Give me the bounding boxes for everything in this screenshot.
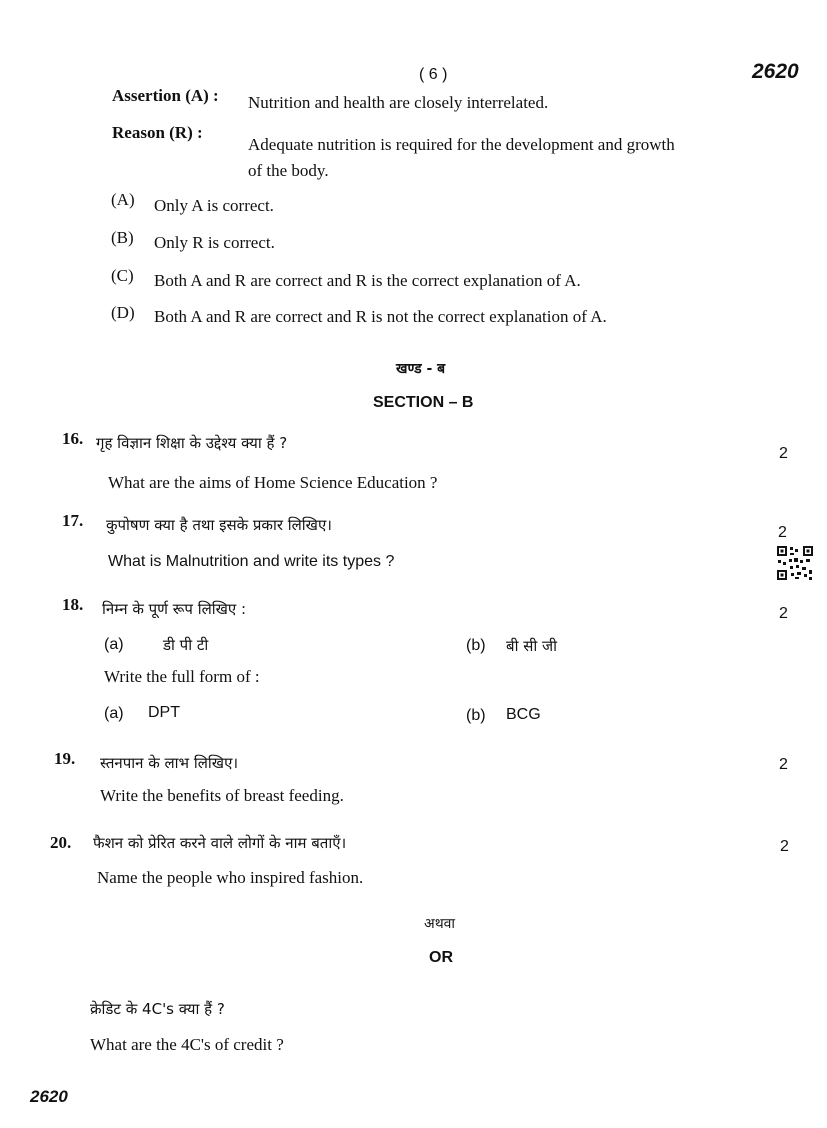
section-heading: SECTION – B xyxy=(373,394,474,411)
paper-code-footer: 2620 xyxy=(30,1087,68,1106)
option-text: Only R is correct. xyxy=(154,233,275,252)
qr-code xyxy=(776,545,814,581)
alt-question-english: What are the 4C's of credit ? xyxy=(90,1035,284,1054)
question-marks: 2 xyxy=(779,756,788,773)
option-b-english: BCG xyxy=(506,706,541,723)
question-hindi: गृह विज्ञान शिक्षा के उद्देश्य क्या हैं ? xyxy=(96,434,288,452)
question-hindi: फैशन को प्रेरित करने वाले लोगों के नाम बताएँ। xyxy=(93,834,347,852)
question-english: What are the aims of Home Science Education ? xyxy=(108,473,438,492)
option-letter: (D) xyxy=(111,303,135,322)
question-number: 18. xyxy=(62,595,84,614)
option-text: Only A is correct. xyxy=(154,196,274,215)
option-letter: (B) xyxy=(111,228,134,247)
question-english: Write the benefits of breast feeding. xyxy=(100,786,344,805)
question-hindi: कुपोषण क्या है तथा इसके प्रकार लिखिए। xyxy=(106,516,332,534)
reason-label: Reason (R) : xyxy=(112,123,203,142)
or-label: OR xyxy=(429,949,453,966)
option-b-label: (b) xyxy=(466,707,486,724)
question-hindi: निम्न के पूर्ण रूप लिखिए : xyxy=(102,600,247,618)
page-number: ( 6 ) xyxy=(419,66,448,83)
assertion-label: Assertion (A) : xyxy=(112,86,219,105)
question-hindi: स्तनपान के लाभ लिखिए। xyxy=(100,754,239,772)
question-number: 20. xyxy=(50,833,72,852)
section-heading-hindi: खण्ड - ब xyxy=(396,361,446,377)
question-number: 17. xyxy=(62,511,84,530)
question-english: Name the people who inspired fashion. xyxy=(97,868,364,887)
question-number: 19. xyxy=(54,749,76,768)
option-letter: (C) xyxy=(111,266,134,285)
option-text: Both A and R are correct and R is not the correct explanation of A. xyxy=(154,307,607,326)
reason-text-line1: Adequate nutrition is required for the development and growth xyxy=(248,135,675,154)
assertion-text: Nutrition and health are closely interrelated. xyxy=(248,93,549,112)
question-number: 16. xyxy=(62,429,84,448)
option-b-label: (b) xyxy=(466,637,486,654)
paper-code-header: 2620 xyxy=(752,60,799,83)
alt-question-hindi: क्रेडिट के 4C's क्या हैं ? xyxy=(90,1000,225,1018)
option-a-label: (a) xyxy=(104,705,124,722)
question-marks: 2 xyxy=(779,445,788,462)
option-b-hindi: बी सी जी xyxy=(506,637,558,655)
option-a-label: (a) xyxy=(104,636,124,653)
option-a-hindi: डी पी टी xyxy=(163,636,209,654)
option-letter: (A) xyxy=(111,190,135,209)
option-a-english: DPT xyxy=(148,704,180,721)
question-marks: 2 xyxy=(779,605,788,622)
question-english: Write the full form of : xyxy=(104,667,260,686)
reason-text-line2: of the body. xyxy=(248,161,329,180)
question-english: What is Malnutrition and write its types ? xyxy=(108,553,395,570)
option-text: Both A and R are correct and R is the correct explanation of A. xyxy=(154,271,581,290)
question-marks: 2 xyxy=(780,838,789,855)
or-hindi: अथवा xyxy=(424,916,456,932)
question-marks: 2 xyxy=(778,524,787,541)
